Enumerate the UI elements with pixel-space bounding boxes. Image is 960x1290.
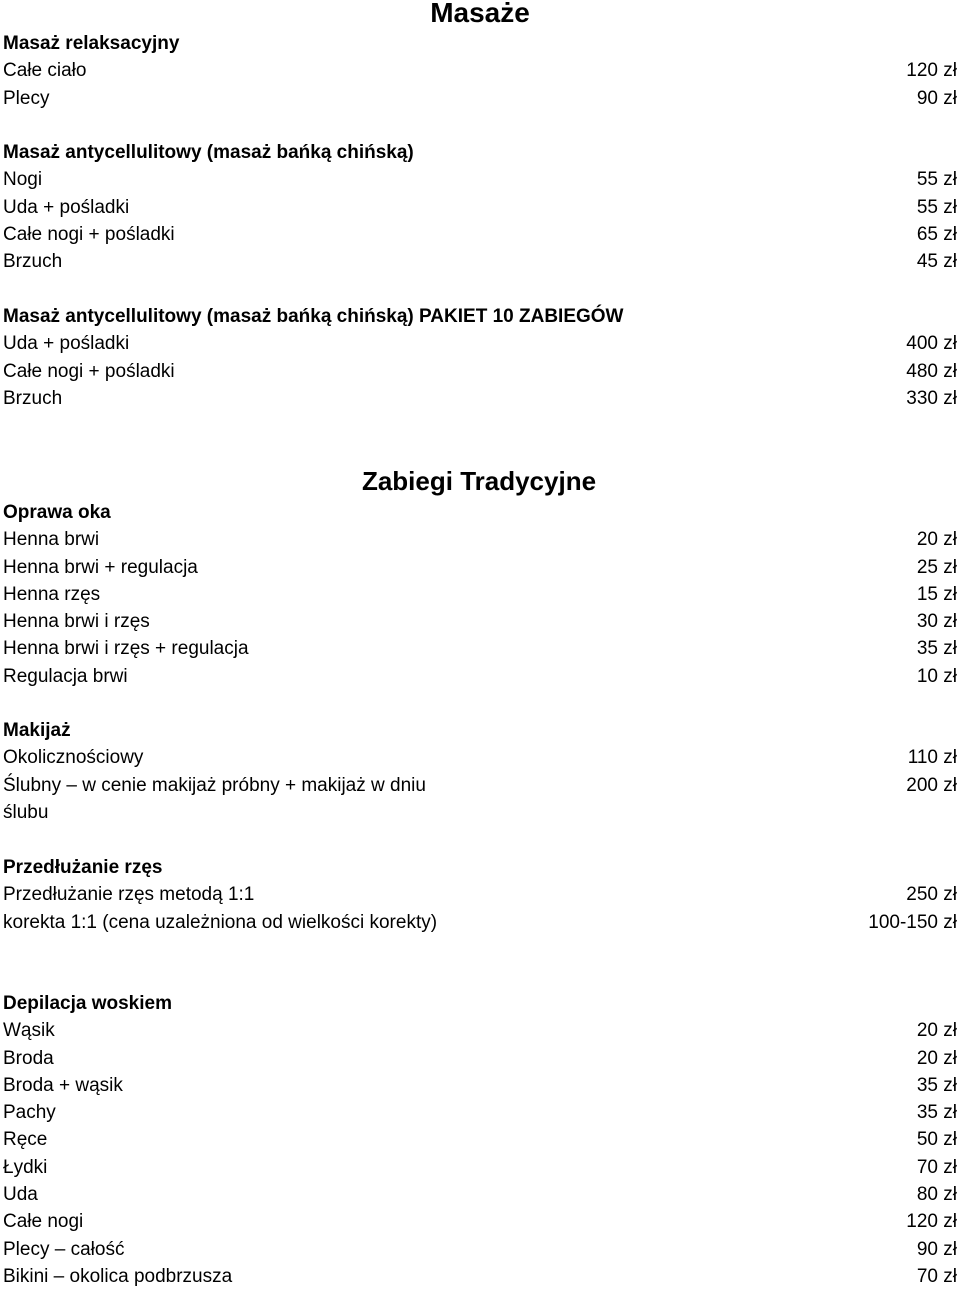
group-title: Masaż antycellulitowy (masaż bańką chińską) PAKIET 10 ZABIEGÓW <box>3 306 624 327</box>
price-row <box>3 1181 957 1208</box>
service-price: 120 zł <box>906 1211 957 1233</box>
service-name: Całe nogi <box>3 1211 84 1233</box>
service-price: 45 zł <box>916 251 957 273</box>
service-price: 110 zł <box>907 747 957 769</box>
group-title: Masaż relaksacyjny <box>3 33 180 54</box>
service-name: Plecy <box>3 87 50 109</box>
group-title: Przedłużanie rzęs <box>3 857 163 878</box>
service-name: Bikini – okolica podbrzusza <box>3 1265 233 1287</box>
service-price: 400 zł <box>906 333 957 355</box>
service-price: 200 zł <box>906 774 957 796</box>
group-masaz-antycellulitowy <box>3 139 957 275</box>
price-row <box>3 166 957 193</box>
service-price: 50 zł <box>916 1129 957 1151</box>
group-masaz-pakiet <box>3 303 957 412</box>
service-price: 65 zł <box>916 223 957 245</box>
price-row <box>3 194 957 221</box>
price-row <box>3 1045 957 1072</box>
service-price: 90 zł <box>916 1238 957 1260</box>
service-name: Broda <box>3 1047 54 1069</box>
service-name: Całe ciało <box>3 60 87 82</box>
group-masaz-relaksacyjny <box>3 30 957 112</box>
service-name: Brzuch <box>3 251 63 273</box>
price-row <box>3 385 957 412</box>
service-price: 35 zł <box>916 1074 957 1096</box>
group-title: Oprawa oka <box>3 502 111 523</box>
service-name: Okolicznościowy <box>3 747 144 769</box>
service-name: Całe nogi + pośladki <box>3 223 175 245</box>
service-price: 35 zł <box>916 638 957 660</box>
service-price: 100-150 zł <box>868 911 957 933</box>
service-price: 30 zł <box>916 611 957 633</box>
group-title: Makijaż <box>3 720 71 741</box>
price-row <box>3 1154 957 1181</box>
price-row <box>3 635 957 662</box>
service-name: Uda + pośladki <box>3 196 130 218</box>
service-price: 35 zł <box>916 1102 957 1124</box>
price-row <box>3 608 957 635</box>
price-row <box>3 581 957 608</box>
service-name: Henna brwi i rzęs <box>3 611 150 633</box>
service-name: korekta 1:1 (cena uzależniona od wielkości korekty) <box>3 911 438 933</box>
group-oprawa-oka <box>3 499 957 690</box>
service-price: 250 zł <box>906 884 957 906</box>
service-price: 90 zł <box>916 87 957 109</box>
group-title: Depilacja woskiem <box>3 993 172 1014</box>
service-price: 10 zł <box>916 665 957 687</box>
service-price: 55 zł <box>916 196 957 218</box>
service-name: Henna brwi + regulacja <box>3 556 198 578</box>
service-price: 20 zł <box>916 529 957 551</box>
price-row <box>3 221 957 248</box>
price-row <box>3 744 957 771</box>
service-name: Przedłużanie rzęs metodą 1:1 <box>3 884 255 906</box>
price-row <box>3 772 957 827</box>
service-price: 55 zł <box>916 169 957 191</box>
service-name: Uda + pośladki <box>3 333 130 355</box>
service-price: 25 zł <box>916 556 957 578</box>
service-name: Plecy – całość <box>3 1238 125 1260</box>
price-row <box>3 85 957 112</box>
price-row <box>3 554 957 581</box>
price-row <box>3 526 957 553</box>
price-row <box>3 1072 957 1099</box>
price-row <box>3 881 957 908</box>
service-name: Łydki <box>3 1156 48 1178</box>
service-name: Broda + wąsik <box>3 1074 123 1096</box>
service-name: Henna brwi <box>3 529 100 551</box>
service-price: 70 zł <box>916 1156 957 1178</box>
price-row <box>3 909 957 936</box>
section-title-masaze: Masaże <box>430 0 530 28</box>
group-title: Masaż antycellulitowy (masaż bańką chińską) <box>3 142 414 163</box>
price-row <box>3 57 957 84</box>
service-name: Pachy <box>3 1102 56 1124</box>
service-price: 20 zł <box>916 1020 957 1042</box>
service-price: 70 zł <box>916 1265 957 1287</box>
service-price: 480 zł <box>906 360 957 382</box>
price-row <box>3 1017 957 1044</box>
service-name: Henna brwi i rzęs + regulacja <box>3 638 249 660</box>
price-row <box>3 663 957 690</box>
service-name: Ręce <box>3 1129 48 1151</box>
service-name: Nogi <box>3 169 43 191</box>
service-price: 80 zł <box>916 1184 957 1206</box>
service-price: 330 zł <box>906 387 957 409</box>
service-name: Ślubny – w cenie makijaż próbny + makijaż w dniu ślubu <box>3 774 426 823</box>
price-row <box>3 1263 957 1290</box>
price-row <box>3 358 957 385</box>
group-makijaz <box>3 717 957 826</box>
group-przedluzanie-rzes <box>3 854 957 936</box>
service-price: 15 zł <box>916 583 957 605</box>
service-name: Uda <box>3 1184 38 1206</box>
price-row <box>3 330 957 357</box>
price-row <box>3 248 957 275</box>
service-price: 120 zł <box>906 60 957 82</box>
section-title-zabiegi-tradycyjne: Zabiegi Tradycyjne <box>361 466 597 496</box>
price-row <box>3 1126 957 1153</box>
group-depilacja-woskiem <box>3 990 957 1290</box>
service-name: Brzuch <box>3 387 63 409</box>
service-name: Całe nogi + pośladki <box>3 360 175 382</box>
price-row <box>3 1236 957 1263</box>
service-name: Regulacja brwi <box>3 665 128 687</box>
price-row <box>3 1208 957 1235</box>
service-price: 20 zł <box>916 1047 957 1069</box>
service-name: Henna rzęs <box>3 583 101 605</box>
service-name: Wąsik <box>3 1020 55 1042</box>
price-row <box>3 1099 957 1126</box>
